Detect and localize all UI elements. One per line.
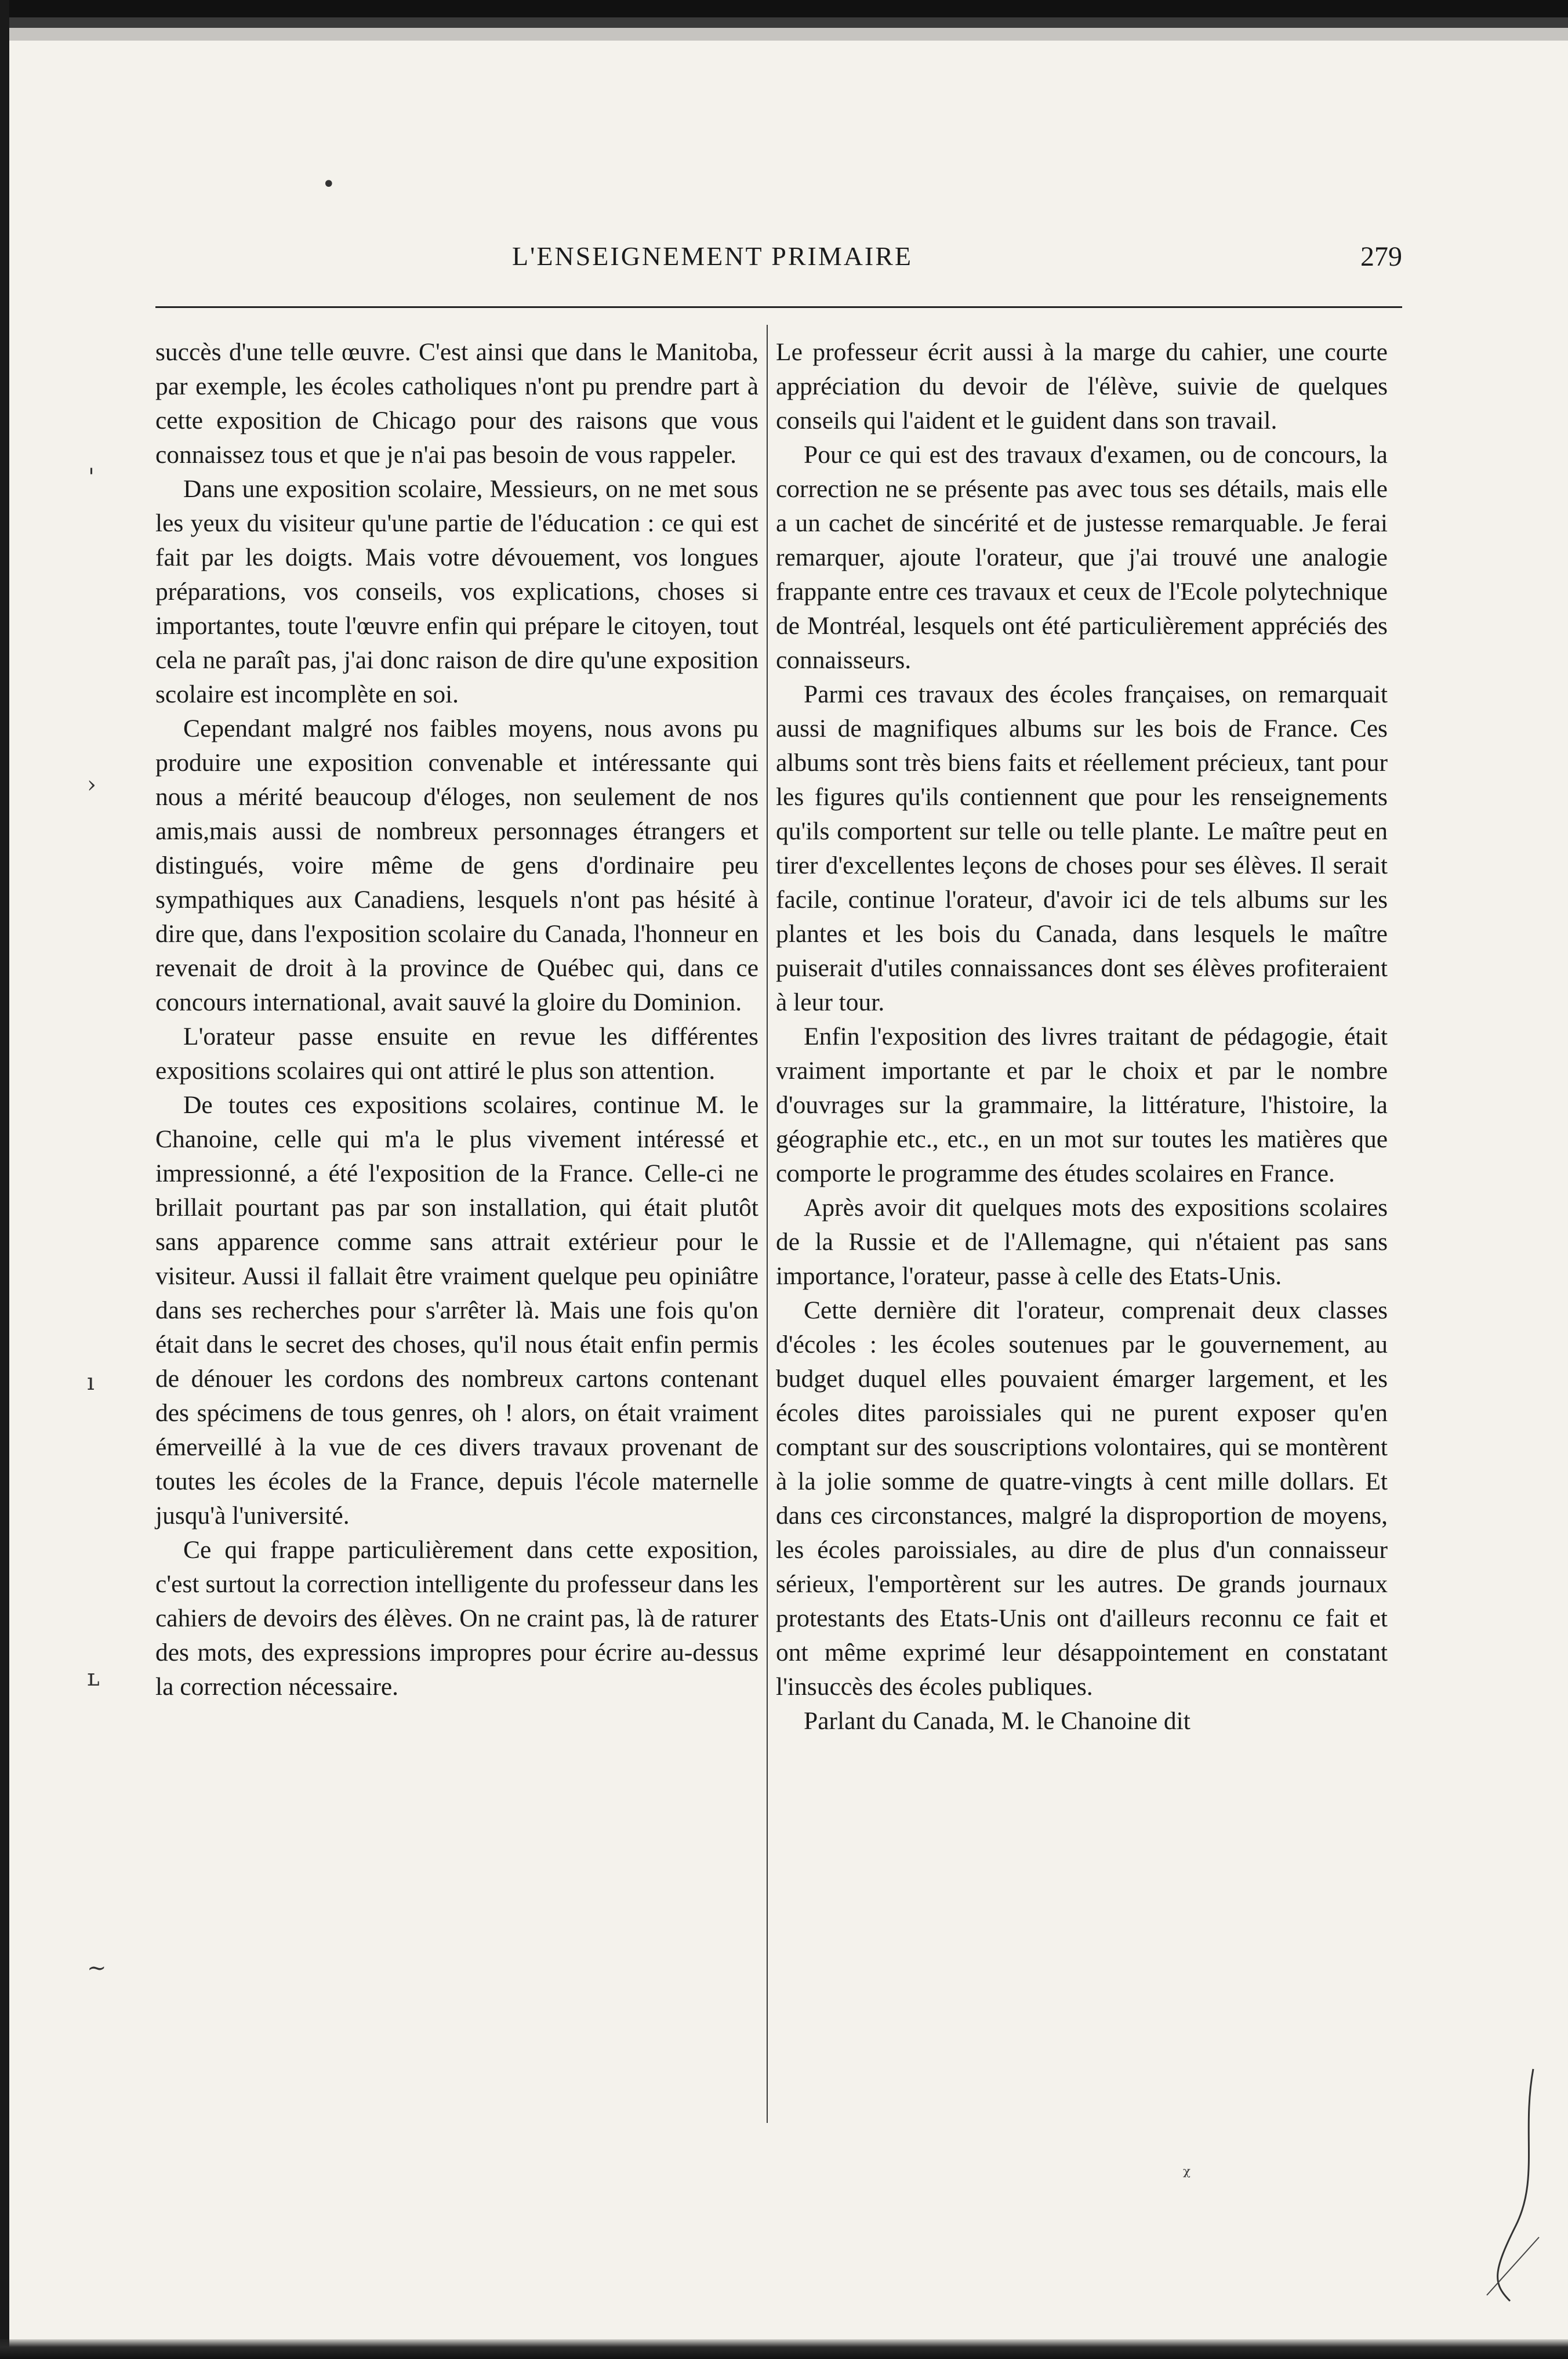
running-title: L'ENSEIGNEMENT PRIMAIRE [512, 241, 913, 271]
corner-scribble-mark [1475, 2063, 1545, 2307]
paragraph: succès d'une telle œuvre. C'est ainsi que dans le Manitoba, par exemple, les écoles catholiques n'ont pu prendre part à cette exposition de Chicago pour des raisons que vous connaissez tous et que je n'ai pas besoin de vous rappeler. [155, 338, 758, 469]
margin-tick-mark: ı [87, 1369, 95, 1396]
paragraph: Cette dernière dit l'orateur, comprenait deux classes d'écoles : les écoles soutenues par le gouvernement, au budget duquel elles pouvaient émarger largement, et les écoles dites paroissiales qui ne purent exposer qu'en comptant sur des souscriptions volontaires, qui se montèrent à la jolie somme de quatre-vingts à cent mille dollars. Et dans ces circonstances, malgré la disproportion de moyens, les écoles paroissiales, au dire de plus d'un connaisseur sérieux, l'emportèrent sur les autres. De grands journaux protestants des Etats-Unis ont d'ailleurs reconnu ce fait et ont même exprimé leur désappointement en constatant l'insuccès des écoles publiques. [776, 1296, 1388, 1701]
right-column [776, 335, 1388, 1738]
paragraph: Parmi ces travaux des écoles françaises, on remarquait aussi de magnifiques albums sur les bois de France. Ces albums sont très biens faits et réellement précieux, tant pour les figures qu'ils contiennent que pour les renseignements qu'ils comportent sur telle ou telle plante. Le maître peut en tirer d'excellentes leçons de choses pour ses élèves. Il serait facile, continue l'orateur, d'avoir ici de tels albums sur les plantes et les bois du Canada, dans lesquels le maître puiserait d'utiles connaissances dont ses élèves profiteraient à leur tour. [776, 680, 1388, 1016]
paragraph: Ce qui frappe particulièrement dans cette exposition, c'est surtout la correction intelligente du professeur dans les cahiers de devoirs des élèves. On ne craint pas, là de raturer des mots, des expressions impropres pour écrire au-dessus la correction nécessaire. [155, 1536, 758, 1701]
paragraph: L'orateur passe ensuite en revue les différentes expositions scolaires qui ont attiré le plus son attention. [155, 1023, 758, 1085]
page-header [155, 235, 1402, 287]
left-column [155, 335, 758, 1704]
margin-tick-mark: ~ [87, 1955, 107, 1981]
paragraph: Parlant du Canada, M. le Chanoine dit [804, 1707, 1190, 1735]
paragraph: Après avoir dit quelques mots des expositions scolaires de la Russie et de l'Allemagne, qui n'étaient pas sans importance, l'orateur, passe à celle des Etats-Unis. [776, 1194, 1388, 1290]
scan-border-top [0, 0, 1568, 41]
paragraph: Enfin l'exposition des livres traitant de pédagogie, était vraiment importante et par le choix et par le nombre d'ouvrages sur la grammaire, la littérature, l'histoire, la géographie etc., etc., en un mot sur toutes les matières que comporte le programme des études scolaires en France. [776, 1023, 1388, 1187]
header-rule [155, 306, 1402, 308]
paragraph: Dans une exposition scolaire, Messieurs, on ne met sous les yeux du visiteur qu'une partie de l'éducation : ce qui est fait par les doigts. Mais votre dévouement, vos longues préparations, vos conseils, vos explications, choses si importantes, toute l'œuvre enfin qui prépare le citoyen, tout cela ne paraît pas, j'ai donc raison de dire qu'une exposition scolaire est incomplète en soi. [155, 475, 758, 708]
margin-tick-mark: ʟ [87, 1665, 100, 1691]
paragraph: Le professeur écrit aussi à la marge du cahier, une courte appréciation du devoir de l'élève, suivie de quelques conseils qui l'aident et le guident dans son travail. [776, 338, 1388, 434]
scan-border-left [0, 0, 9, 2359]
margin-tick-mark: ' [88, 464, 95, 491]
bottom-ink-mark: ᵡ [1183, 2164, 1190, 2187]
margin-tick-mark: › [87, 771, 96, 798]
column-divider [767, 325, 768, 2123]
paragraph: Pour ce qui est des travaux d'examen, ou de concours, la correction ne se présente pas avec tous ses détails, mais elle a un cachet de sincérité et de justesse remarquable. Je ferai remarquer, ajoute l'orateur, que j'ai trouvé une analogie frappante entre ces travaux et ceux de l'Ecole polytechnique de Montréal, lesquels ont été particulièrement appréciés des connaisseurs. [776, 441, 1388, 674]
scan-border-bottom [0, 2339, 1568, 2359]
page-number: 279 [1360, 241, 1402, 272]
paragraph: Cependant malgré nos faibles moyens, nous avons pu produire une exposition convenable et intéressante qui nous a mérité beaucoup d'éloges, non seulement de nos amis,mais aussi de nombreux personnages étrangers et distingués, voire même de gens d'ordinaire peu sympathiques aux Canadiens, lesquels n'ont pas hésité à dire que, dans l'exposition scolaire du Canada, l'honneur en revenait de droit à la province de Québec qui, dans ce concours international, avait sauvé la gloire du Dominion. [155, 715, 758, 1016]
margin-dot-mark: • [322, 171, 336, 198]
paragraph: De toutes ces expositions scolaires, continue M. le Chanoine, celle qui m'a le plus vivement intéressé et impressionné, a été l'exposition de la France. Celle-ci ne brillait pourtant pas par son installation, qui était plutôt sans apparence comme sans attrait extérieur pour le visiteur. Aussi il fallait être vraiment quelque peu opiniâtre dans ses recherches pour s'arrêter là. Mais une fois qu'on était dans le secret des choses, qu'il nous était enfin permis de dénouer les cordons des nombreux cartons contenant des spécimens de tous genres, oh ! alors, on était vraiment émerveillé à la vue de ces divers travaux provenant de toutes les écoles de la France, depuis l'école maternelle jusqu'à l'université. [155, 1091, 758, 1530]
